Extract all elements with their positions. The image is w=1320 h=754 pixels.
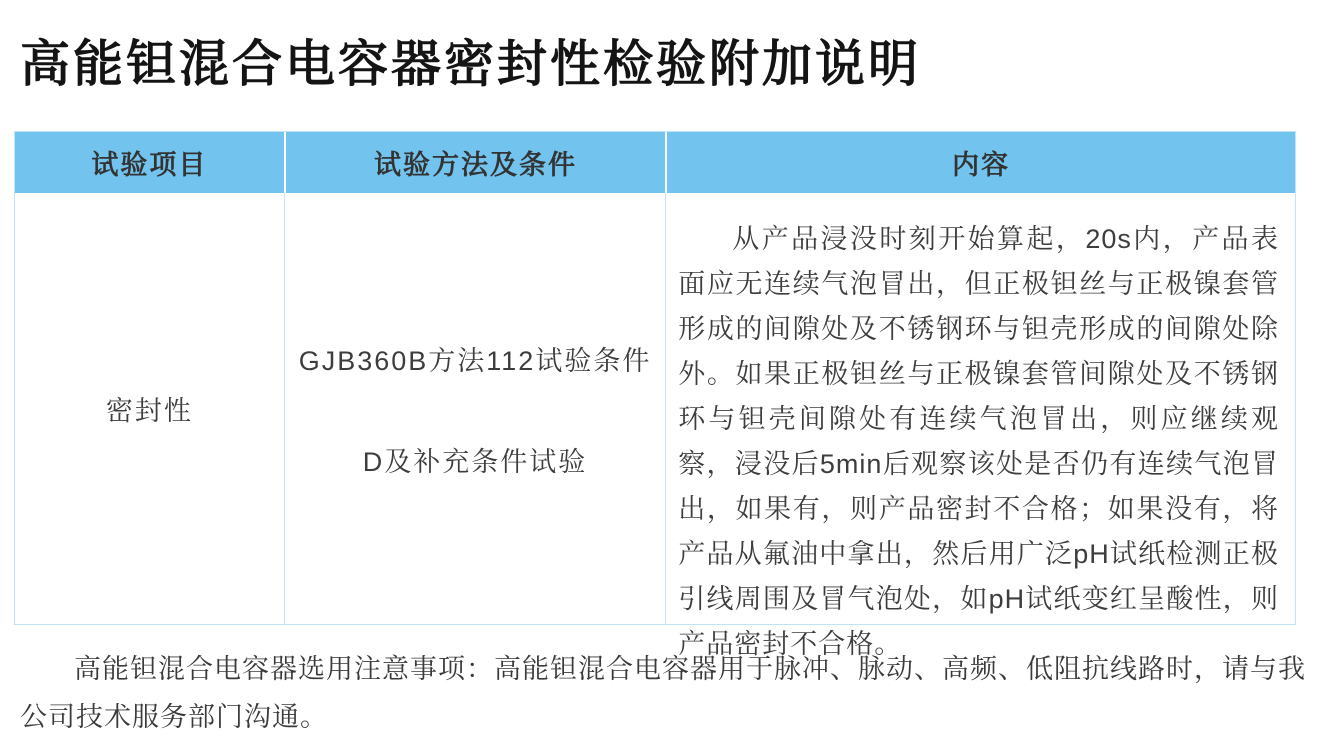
table-header-row [15,132,1295,193]
content-paragraph: 从产品浸没时刻开始算起，20s内，产品表面应无连续气泡冒出，但正极钽丝与正极镍套管形成的间隙处及不锈钢环与钽壳形成的间隙处除外。如果正极钽丝与正极镍套管间隙处及不锈钢环与钽壳间隙处有连续气泡冒出，则应继续观察，浸没后5min后观察该处是否仍有连续气泡冒出，如果有，则产品密封不合格；如果没有，将产品从氟油中拿出，然后用广泛pH试纸检测正极引线周围及冒气泡处，如pH试纸变红呈酸性，则产品密封不合格。 [678,224,1279,659]
method-line-1: GJB360B方法112试验条件 [298,345,652,376]
column-header-test-item: 试验项目 [15,132,284,193]
column-header-content: 内容 [665,132,1295,193]
selection-note: 高能钽混合电容器选用注意事项：高能钽混合电容器用于脉冲、脉动、高频、低阻抗线路时，请与我公司技术服务部门沟通。 [20,654,1306,732]
method-line-2: D及补充条件试验 [362,446,588,477]
cell-method-conditions [284,193,665,624]
spec-table [14,131,1296,659]
cell-content [665,193,1295,659]
cell-test-item [15,193,284,624]
page-title: 高能钽混合电容器密封性检验附加说明 [20,36,921,92]
test-item-label: 密封性 [105,396,193,426]
table-row [15,193,1295,659]
column-header-method-conditions: 试验方法及条件 [284,132,665,193]
